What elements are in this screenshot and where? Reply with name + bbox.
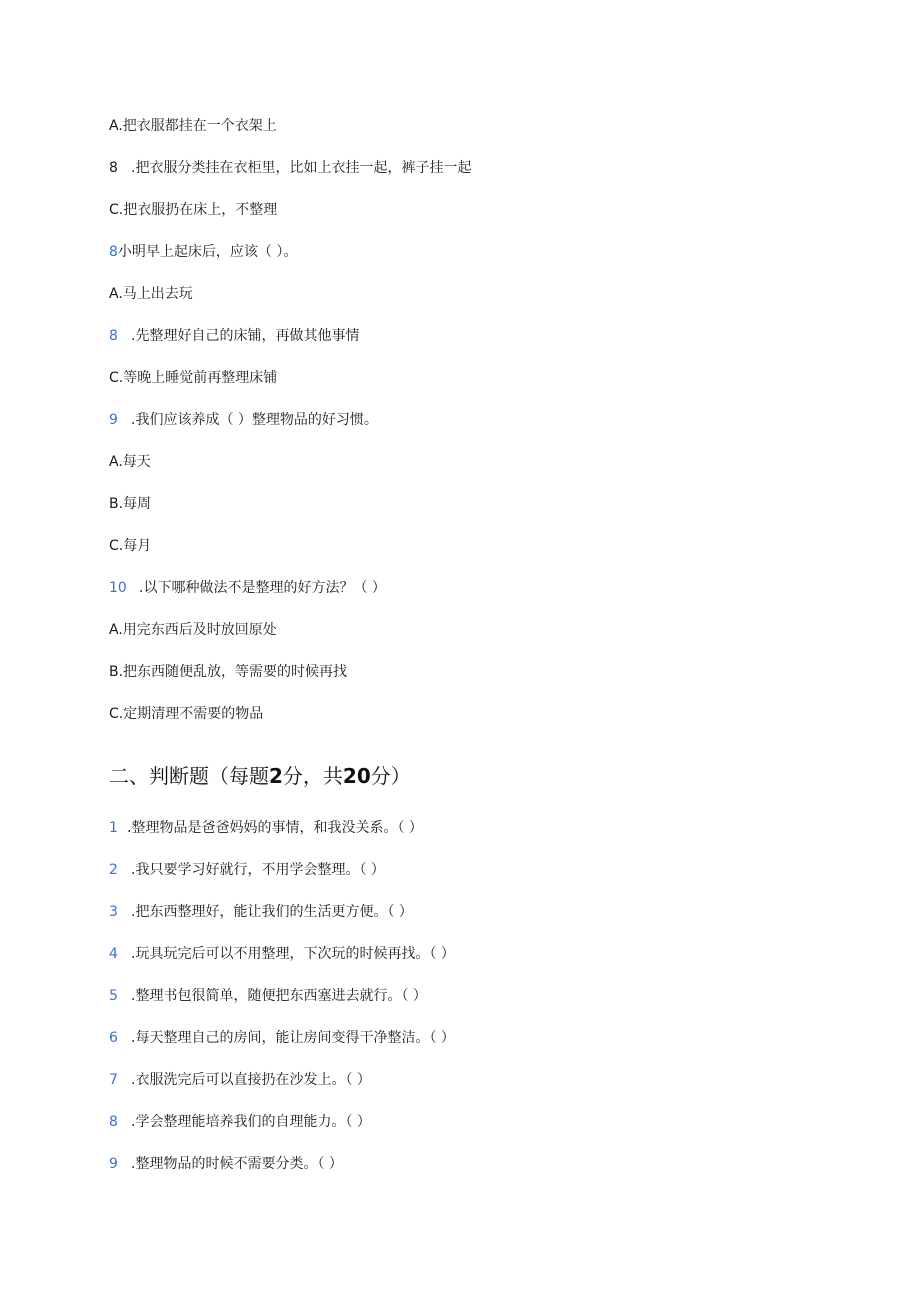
item-text: .学会整理能培养我们的自理能力。（ ）: [131, 1114, 371, 1130]
question-number: 8: [109, 244, 118, 260]
option-number: 8: [109, 328, 118, 344]
tf-item-6: [109, 1028, 455, 1048]
option-text: B.把东西随便乱放，等需要的时候再找: [109, 664, 348, 680]
item-number: 5: [109, 988, 118, 1004]
question-number: 9: [109, 412, 118, 428]
tf-item-7: [109, 1070, 371, 1090]
q7-option-c: [109, 200, 277, 220]
item-number: 9: [109, 1156, 118, 1172]
item-number: 6: [109, 1030, 118, 1046]
item-number: 8: [109, 1114, 118, 1130]
question-text: .以下哪种做法不是整理的好方法？（ ）: [139, 580, 386, 596]
q8-option-c: [109, 368, 277, 388]
q8-option-b: [109, 326, 359, 346]
q10-option-a: [109, 620, 277, 640]
item-number: 4: [109, 946, 118, 962]
item-text: .玩具玩完后可以不用整理，下次玩的时候再找。（ ）: [131, 946, 455, 962]
option-text: C.定期清理不需要的物品: [109, 706, 264, 722]
tf-item-4: [109, 944, 455, 964]
q9-option-a: [109, 452, 151, 472]
tf-item-2: [109, 860, 385, 880]
heading-text: 二、判断题（每题: [109, 764, 269, 788]
option-text: A.把衣服都挂在一个衣架上: [109, 118, 277, 134]
option-text: C.等晚上睡觉前再整理床铺: [109, 370, 278, 386]
q9-option-b: [109, 494, 151, 514]
q10-option-c: [109, 704, 263, 724]
tf-item-9: [109, 1154, 343, 1174]
tf-item-5: [109, 986, 427, 1006]
question-number: 10: [109, 580, 127, 596]
section-heading: [109, 762, 411, 790]
q8-option-a: [109, 284, 193, 304]
heading-points: 2: [269, 764, 283, 788]
heading-text: 分）: [370, 764, 411, 788]
item-text: .我只要学习好就行，不用学会整理。（ ）: [131, 862, 385, 878]
item-number: 7: [109, 1072, 118, 1088]
question-text: 小明早上起床后，应该（ ）。: [117, 244, 298, 260]
q7-option-b: [109, 158, 471, 178]
question-text: .我们应该养成（ ）整理物品的好习惯。: [131, 412, 378, 428]
item-text: .衣服洗完后可以直接扔在沙发上。（ ）: [131, 1072, 371, 1088]
item-text: .整理物品的时候不需要分类。（ ）: [131, 1156, 343, 1172]
tf-item-3: [109, 902, 413, 922]
option-text: A.每天: [109, 454, 151, 470]
question-8: [109, 242, 297, 262]
question-10: [109, 578, 386, 598]
item-text: .整理书包很简单，随便把东西塞进去就行。（ ）: [131, 988, 427, 1004]
option-text: A.马上出去玩: [109, 286, 193, 302]
question-9: [109, 410, 378, 430]
item-text: .每天整理自己的房间，能让房间变得干净整洁。（ ）: [131, 1030, 455, 1046]
heading-total: 20: [342, 764, 371, 788]
q7-option-a: [109, 116, 277, 136]
option-text: B.每周: [109, 496, 152, 512]
option-text: .把衣服分类挂在衣柜里，比如上衣挂一起，裤子挂一起: [131, 160, 472, 176]
item-number: 2: [109, 862, 118, 878]
item-text: .把东西整理好，能让我们的生活更方便。（ ）: [131, 904, 413, 920]
heading-text: 分，共: [282, 764, 343, 788]
option-text: C.每月: [109, 538, 152, 554]
q10-option-b: [109, 662, 347, 682]
tf-item-8: [109, 1112, 371, 1132]
item-text: .整理物品是爸爸妈妈的事情，和我没关系。（ ）: [127, 820, 423, 836]
q9-option-c: [109, 536, 151, 556]
option-text: .先整理好自己的床铺，再做其他事情: [131, 328, 360, 344]
option-number: 8: [109, 160, 118, 176]
option-text: C.把衣服扔在床上，不整理: [109, 202, 278, 218]
item-number: 3: [109, 904, 118, 920]
tf-item-1: [109, 818, 423, 838]
option-text: A.用完东西后及时放回原处: [109, 622, 277, 638]
item-number: 1: [109, 820, 118, 836]
